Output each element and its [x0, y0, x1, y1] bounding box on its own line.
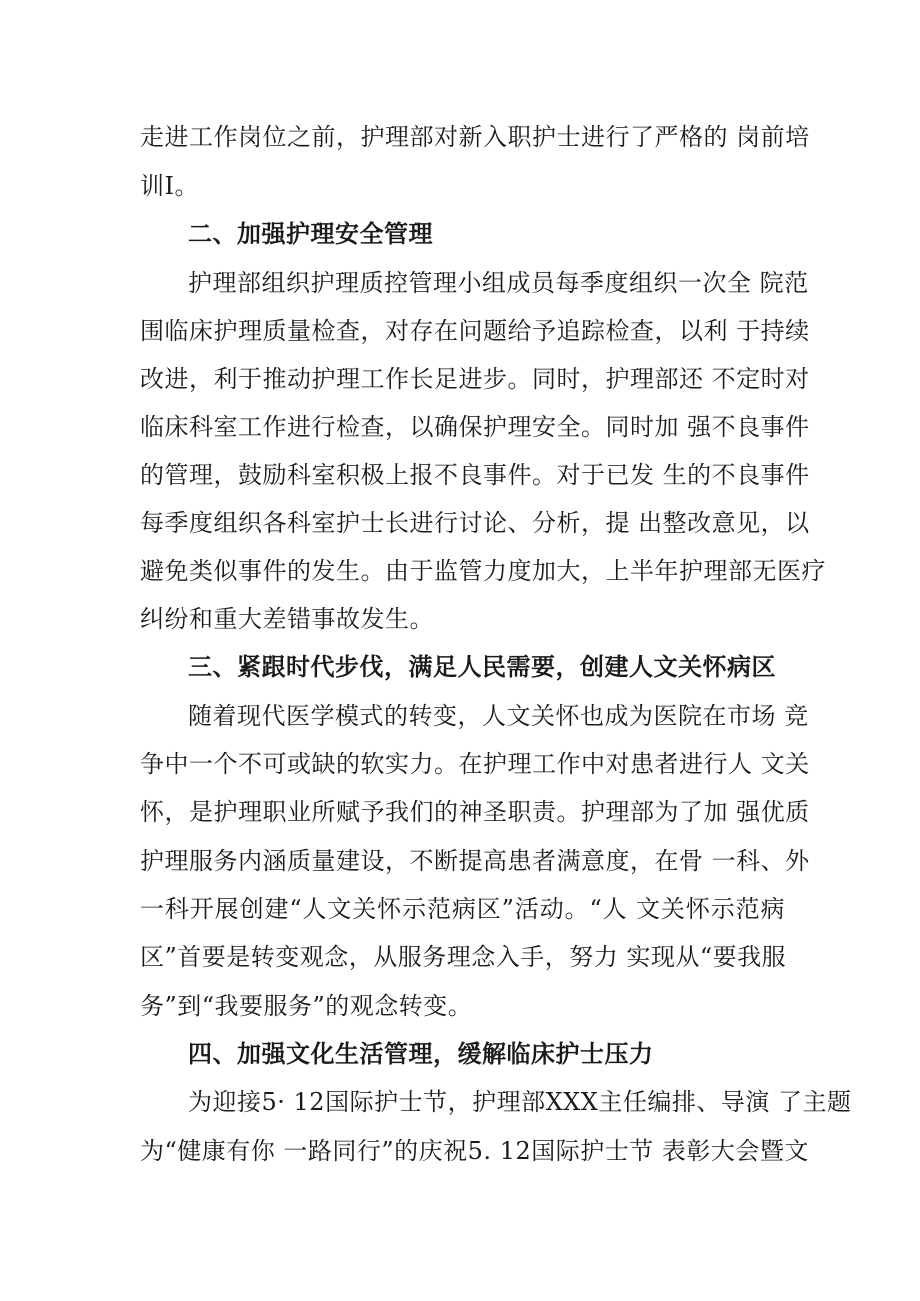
paragraph-line: 为“健康有你 一路同行”的庆祝5. 12国际护士节 表彰大会暨文: [140, 1137, 809, 1165]
section-heading-4: 四、加强文化生活管理，缓解临床护士压力: [188, 1040, 654, 1068]
paragraph-line: 争中一个不可或缺的软实力。在护理工作中对患者进行人 文关: [140, 750, 810, 778]
paragraph-line: 避免类似事件的发生。由于监管力度加大，上半年护理部无医疗: [140, 557, 826, 585]
paragraph-line: 护理服务内涵质量建设，不断提高患者满意度，在骨 一科、外: [140, 847, 810, 875]
section-heading-2: 二、加强护理安全管理: [188, 220, 433, 248]
paragraph-line: 围临床护理质量检查，对存在问题给予追踪检查，以利 于持续: [140, 317, 810, 345]
paragraph-line: 训I。: [140, 172, 199, 200]
paragraph-line: 走进工作岗位之前，护理部对新入职护士进行了严格的 岗前培: [140, 123, 810, 151]
paragraph-line: 务”到“我要服务”的观念转变。: [140, 992, 473, 1020]
paragraph-line: 纠纷和重大差错事故发生。: [140, 605, 434, 633]
paragraph-line: 改进，利于推动护理工作长足进步。同时，护理部还 不定时对: [140, 365, 810, 393]
paragraph-line: 临床科室工作进行检查，以确保护理安全。同时加 强不良事件: [140, 413, 810, 441]
paragraph-line: 随着现代医学模式的转变，人文关怀也成为医院在市场 竞: [188, 702, 809, 730]
paragraph-line: 每季度组织各科室护士长进行讨论、分析，提 出整改意见，以: [140, 509, 810, 537]
paragraph-line: 区”首要是转变观念，从服务理念入手，努力 实现从“要我服: [140, 943, 787, 971]
paragraph-line: 一科开展创建“人文关怀示范病区”活动。“人 文关怀示范病: [140, 895, 785, 923]
section-heading-3: 三、紧跟时代步伐，满足人民需要，创建人文关怀病区: [188, 653, 776, 681]
paragraph-line: 为迎接5· 12国际护士节，护理部XXX主任编排、导演 了主题: [188, 1088, 852, 1116]
paragraph-line: 的管理，鼓励科室积极上报不良事件。对于已发 生的不良事件: [140, 461, 810, 489]
paragraph-line: 护理部组织护理质控管理小组成员每季度组织一次全 院范: [188, 269, 809, 297]
paragraph-line: 怀，是护理职业所赋予我们的神圣职责。护理部为了加 强优质: [140, 798, 810, 826]
